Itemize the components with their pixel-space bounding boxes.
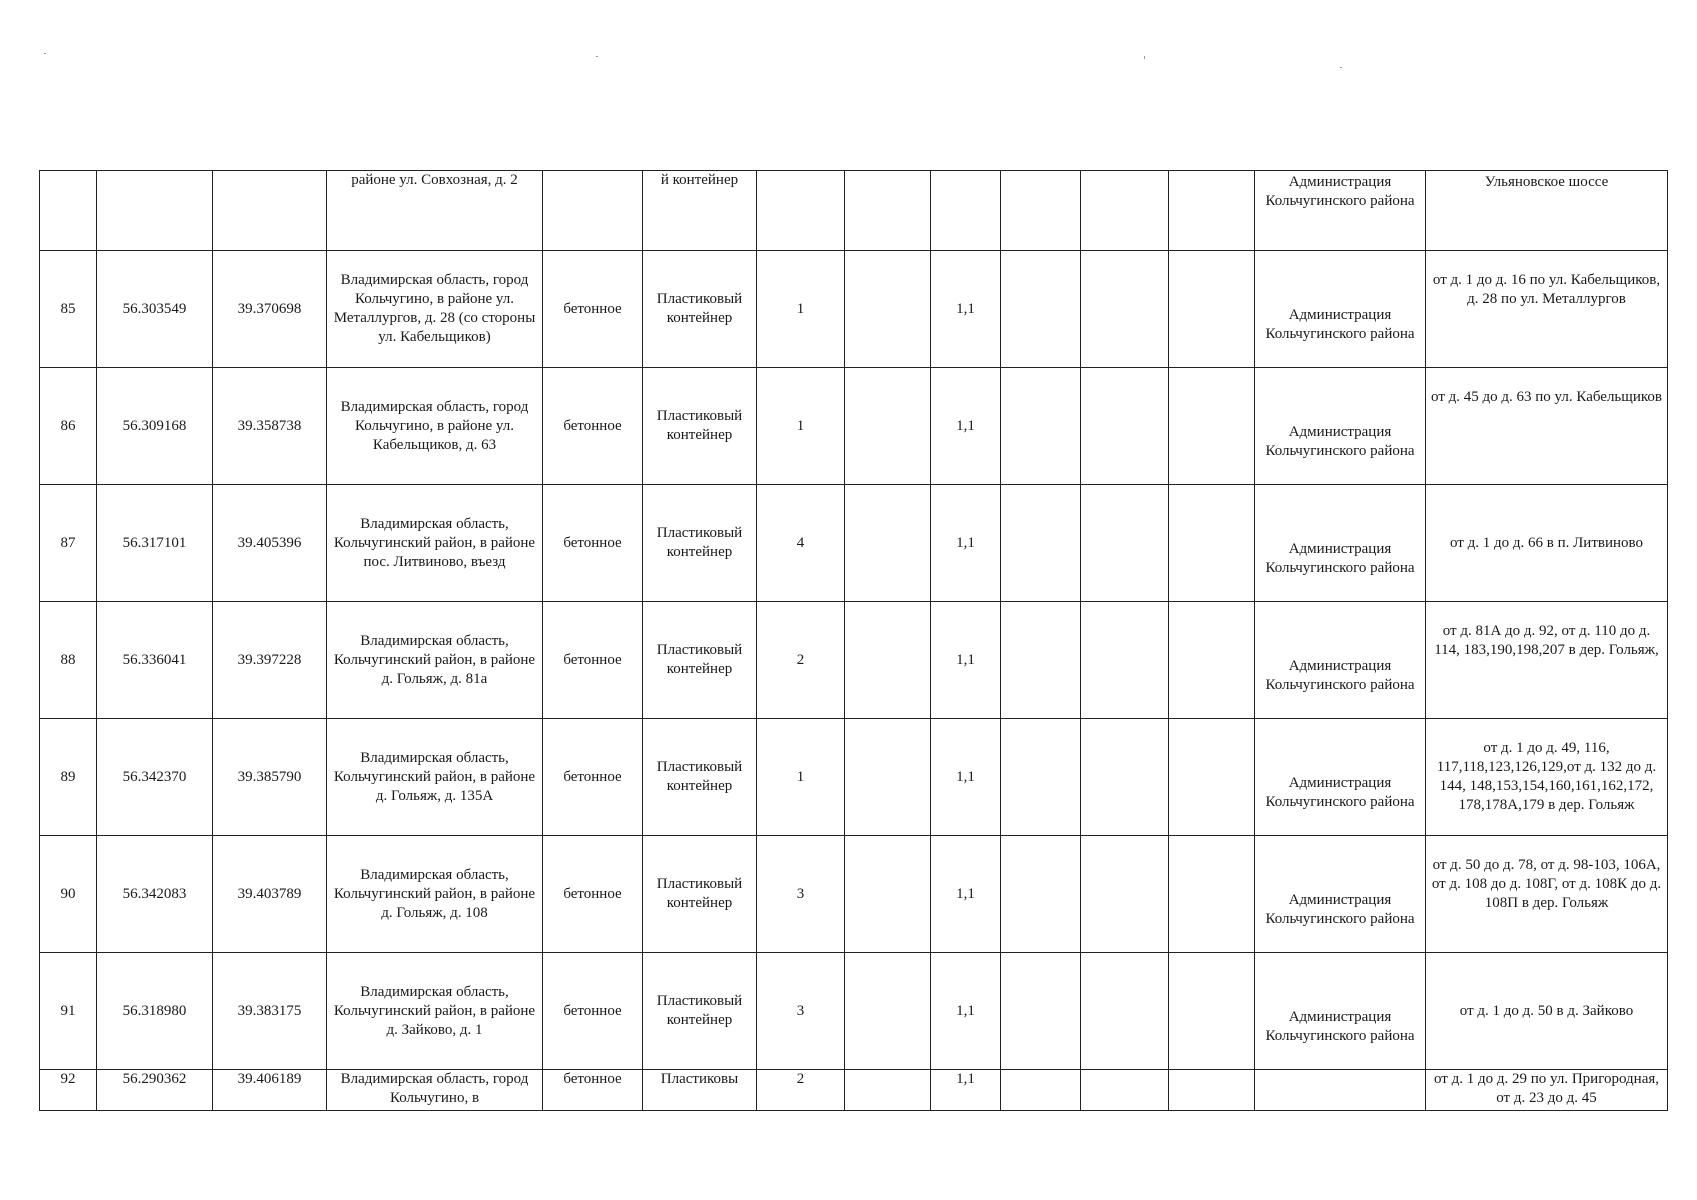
empty-cell: [1001, 171, 1081, 251]
container-type-cell: Пластиковый контейнер: [643, 719, 757, 836]
container-volume-cell: 1,1: [931, 719, 1001, 836]
table-row: [40, 368, 1668, 485]
longitude-cell: 39.405396: [213, 485, 327, 602]
empty-cell: [845, 953, 931, 1070]
served-addresses-cell: от д. 1 до д. 66 в п. Литвиново: [1426, 485, 1668, 602]
row-number-cell: [40, 171, 97, 251]
longitude-cell: [213, 171, 327, 251]
container-volume-cell: [931, 171, 1001, 251]
owner-cell: Администрация Кольчугинского района: [1255, 171, 1426, 251]
served-addresses-cell: от д. 1 до д. 29 по ул. Пригородная, от д. 23 до д. 45: [1426, 1070, 1668, 1111]
table-row: [40, 602, 1668, 719]
container-type-cell: й контейнер: [643, 171, 757, 251]
empty-cell: [1169, 1070, 1255, 1111]
container-type-cell: Пластиковый контейнер: [643, 953, 757, 1070]
empty-cell: [1169, 485, 1255, 602]
address-cell: Владимирская область, город Кольчугино, в районе ул. Кабельщиков, д. 63: [327, 368, 543, 485]
scan-speck: [1340, 67, 1342, 68]
address-cell: районе ул. Совхозная, д. 2: [327, 171, 543, 251]
empty-cell: [1169, 368, 1255, 485]
empty-cell: [1001, 602, 1081, 719]
container-volume-cell: 1,1: [931, 251, 1001, 368]
served-addresses-cell: Ульяновское шоссе: [1426, 171, 1668, 251]
empty-cell: [1081, 368, 1169, 485]
empty-cell: [1169, 251, 1255, 368]
container-count-cell: 2: [757, 1070, 845, 1111]
empty-cell: [1001, 953, 1081, 1070]
empty-cell: [845, 171, 931, 251]
empty-cell: [1081, 602, 1169, 719]
container-count-cell: 3: [757, 953, 845, 1070]
surface-type-cell: бетонное: [543, 368, 643, 485]
row-number-cell: 86: [40, 368, 97, 485]
latitude-cell: 56.342370: [97, 719, 213, 836]
container-volume-cell: 1,1: [931, 953, 1001, 1070]
empty-cell: [1081, 171, 1169, 251]
owner-cell: Администрация Кольчугинского района: [1255, 368, 1426, 485]
empty-cell: [845, 1070, 931, 1111]
empty-cell: [1001, 485, 1081, 602]
container-type-cell: Пластиковый контейнер: [643, 836, 757, 953]
scan-speck: [1144, 56, 1145, 59]
container-count-cell: 2: [757, 602, 845, 719]
table-body: [40, 171, 1668, 1111]
address-cell: Владимирская область, Кольчугинский район, в районе д. Гольяж, д. 135А: [327, 719, 543, 836]
longitude-cell: 39.406189: [213, 1070, 327, 1111]
empty-cell: [845, 836, 931, 953]
surface-type-cell: бетонное: [543, 1070, 643, 1111]
longitude-cell: 39.385790: [213, 719, 327, 836]
longitude-cell: 39.397228: [213, 602, 327, 719]
row-number-cell: 90: [40, 836, 97, 953]
container-count-cell: 3: [757, 836, 845, 953]
address-cell: Владимирская область, Кольчугинский район, в районе д. Гольяж, д. 81а: [327, 602, 543, 719]
table-row: [40, 1070, 1668, 1111]
surface-type-cell: бетонное: [543, 953, 643, 1070]
empty-cell: [845, 368, 931, 485]
latitude-cell: 56.309168: [97, 368, 213, 485]
empty-cell: [1169, 953, 1255, 1070]
empty-cell: [1169, 719, 1255, 836]
latitude-cell: 56.303549: [97, 251, 213, 368]
owner-cell: Администрация Кольчугинского района: [1255, 953, 1426, 1070]
table-row: [40, 171, 1668, 251]
empty-cell: [1081, 251, 1169, 368]
empty-cell: [1081, 953, 1169, 1070]
empty-cell: [845, 251, 931, 368]
empty-cell: [1081, 836, 1169, 953]
address-cell: Владимирская область, город Кольчугино, в: [327, 1070, 543, 1111]
table-row: [40, 836, 1668, 953]
container-volume-cell: 1,1: [931, 1070, 1001, 1111]
empty-cell: [845, 719, 931, 836]
empty-cell: [1169, 836, 1255, 953]
scan-speck: [596, 56, 598, 57]
served-addresses-cell: от д. 1 до д. 49, 116, 117,118,123,126,129,от д. 132 до д. 144, 148,153,154,160,161,162,172, 178,178А,179 в дер. Гольяж: [1426, 719, 1668, 836]
container-type-cell: Пластиковый контейнер: [643, 368, 757, 485]
row-number-cell: 92: [40, 1070, 97, 1111]
row-number-cell: 89: [40, 719, 97, 836]
longitude-cell: 39.358738: [213, 368, 327, 485]
longitude-cell: 39.370698: [213, 251, 327, 368]
surface-type-cell: бетонное: [543, 719, 643, 836]
empty-cell: [1081, 719, 1169, 836]
owner-cell: Администрация Кольчугинского района: [1255, 485, 1426, 602]
container-type-cell: Пластиковый контейнер: [643, 251, 757, 368]
table-row: [40, 251, 1668, 368]
served-addresses-cell: от д. 1 до д. 50 в д. Зайково: [1426, 953, 1668, 1070]
empty-cell: [1169, 171, 1255, 251]
row-number-cell: 88: [40, 602, 97, 719]
container-volume-cell: 1,1: [931, 602, 1001, 719]
latitude-cell: 56.342083: [97, 836, 213, 953]
container-count-cell: 1: [757, 368, 845, 485]
container-type-cell: Пластиковый контейнер: [643, 485, 757, 602]
empty-cell: [1001, 1070, 1081, 1111]
address-cell: Владимирская область, Кольчугинский район, в районе д. Гольяж, д. 108: [327, 836, 543, 953]
latitude-cell: 56.318980: [97, 953, 213, 1070]
address-cell: Владимирская область, Кольчугинский район, в районе д. Зайково, д. 1: [327, 953, 543, 1070]
container-count-cell: 1: [757, 719, 845, 836]
surface-type-cell: бетонное: [543, 251, 643, 368]
owner-cell: Администрация Кольчугинского района: [1255, 251, 1426, 368]
row-number-cell: 85: [40, 251, 97, 368]
container-count-cell: [757, 171, 845, 251]
owner-cell: Администрация Кольчугинского района: [1255, 836, 1426, 953]
address-cell: Владимирская область, Кольчугинский район, в районе пос. Литвиново, въезд: [327, 485, 543, 602]
empty-cell: [1081, 485, 1169, 602]
container-type-cell: Пластиковый контейнер: [643, 602, 757, 719]
empty-cell: [1169, 602, 1255, 719]
served-addresses-cell: от д. 81А до д. 92, от д. 110 до д. 114, 183,190,198,207 в дер. Гольяж,: [1426, 602, 1668, 719]
empty-cell: [1001, 836, 1081, 953]
row-number-cell: 87: [40, 485, 97, 602]
latitude-cell: [97, 171, 213, 251]
surface-type-cell: бетонное: [543, 836, 643, 953]
container-type-cell: Пластиковы: [643, 1070, 757, 1111]
container-volume-cell: 1,1: [931, 485, 1001, 602]
scan-speck: [44, 53, 46, 54]
empty-cell: [1081, 1070, 1169, 1111]
empty-cell: [1001, 251, 1081, 368]
address-cell: Владимирская область, город Кольчугино, в районе ул. Металлургов, д. 28 (со стороны ул. Кабельщиков): [327, 251, 543, 368]
empty-cell: [1001, 368, 1081, 485]
owner-cell: Администрация Кольчугинского района: [1255, 602, 1426, 719]
empty-cell: [1001, 719, 1081, 836]
container-count-cell: 1: [757, 251, 845, 368]
owner-cell: [1255, 1070, 1426, 1111]
table-row: [40, 719, 1668, 836]
surface-type-cell: бетонное: [543, 602, 643, 719]
served-addresses-cell: от д. 45 до д. 63 по ул. Кабельщиков: [1426, 368, 1668, 485]
row-number-cell: 91: [40, 953, 97, 1070]
empty-cell: [845, 602, 931, 719]
container-volume-cell: 1,1: [931, 836, 1001, 953]
table-row: [40, 953, 1668, 1070]
longitude-cell: 39.383175: [213, 953, 327, 1070]
table-row: [40, 485, 1668, 602]
longitude-cell: 39.403789: [213, 836, 327, 953]
latitude-cell: 56.336041: [97, 602, 213, 719]
served-addresses-cell: от д. 1 до д. 16 по ул. Кабельщиков, д. 28 по ул. Металлургов: [1426, 251, 1668, 368]
surface-type-cell: бетонное: [543, 485, 643, 602]
container-count-cell: 4: [757, 485, 845, 602]
served-addresses-cell: от д. 50 до д. 78, от д. 98-103, 106А, от д. 108 до д. 108Г, от д. 108К до д. 108П в дер. Гольяж: [1426, 836, 1668, 953]
container-volume-cell: 1,1: [931, 368, 1001, 485]
latitude-cell: 56.290362: [97, 1070, 213, 1111]
owner-cell: Администрация Кольчугинского района: [1255, 719, 1426, 836]
latitude-cell: 56.317101: [97, 485, 213, 602]
surface-type-cell: [543, 171, 643, 251]
empty-cell: [845, 485, 931, 602]
waste-sites-table: [39, 170, 1668, 1111]
